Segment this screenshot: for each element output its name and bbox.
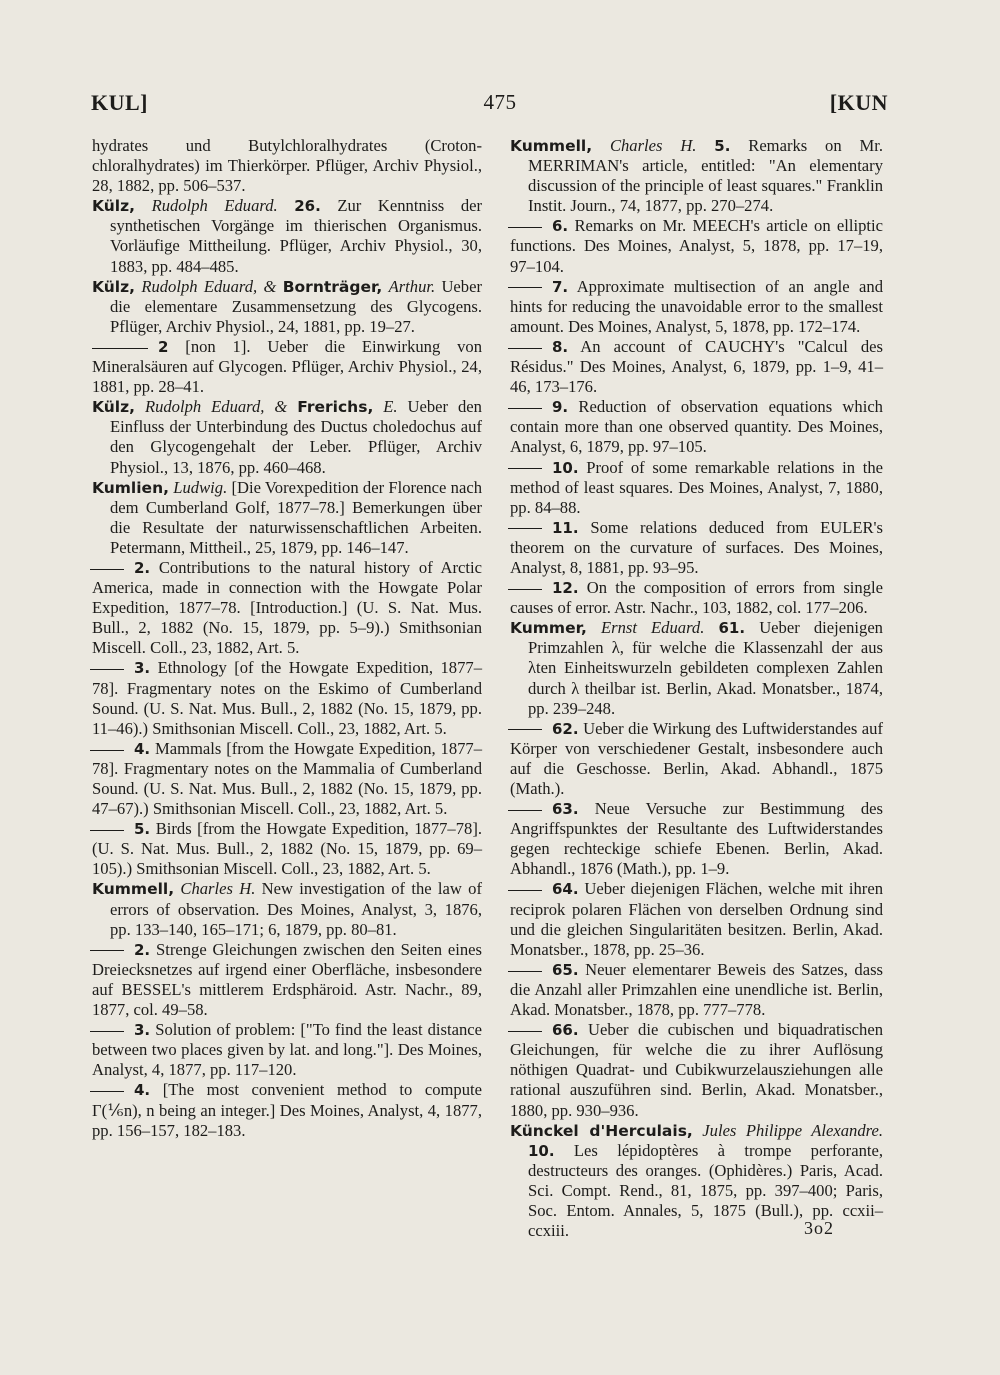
ditto-rule bbox=[508, 227, 542, 228]
ditto-rule bbox=[90, 950, 124, 951]
entry-number: 64. bbox=[552, 880, 579, 899]
ditto-rule bbox=[90, 1091, 124, 1092]
author-name: Külz, bbox=[92, 197, 135, 216]
entry-number-note: [non 1]. bbox=[185, 336, 251, 356]
bibliography-entry bbox=[92, 739, 482, 819]
entry-text: On the composition of errors from single causes of error. Astr. Nachr., 103, 1882, col. 177–206. bbox=[510, 578, 883, 618]
entry-number: 10. bbox=[528, 1141, 555, 1160]
coauthor-name: Bornträger, bbox=[282, 277, 383, 296]
bibliography-entry bbox=[92, 879, 482, 939]
ditto-rule bbox=[92, 348, 148, 349]
bibliography-entry bbox=[92, 1080, 482, 1140]
entry-number: 62. bbox=[552, 719, 579, 738]
author-name: Kumlien, bbox=[92, 478, 169, 497]
bibliography-entry bbox=[510, 1020, 883, 1120]
bibliography-entry bbox=[510, 397, 883, 457]
entry-number: 2. bbox=[134, 558, 151, 577]
page-number: 475 bbox=[483, 90, 517, 114]
ditto-rule bbox=[90, 750, 124, 751]
ditto-rule bbox=[90, 830, 124, 831]
coauthor-forename: Arthur. bbox=[388, 276, 436, 296]
entry-text: Some relations deduced from EULER's theorem on the curvature of surfaces. Des Moines, Analyst, 8, 1881, pp. 93–95. bbox=[510, 517, 883, 577]
entry-text: Zur Kenntniss der synthetischen Vorgänge im thierischen Organismus. Vorläufige Mittheilung. Pflüger, Archiv Physiol., 30, 1883, pp. 484–485. bbox=[110, 196, 483, 276]
entry-text: New investigation of the law of errors of observation. Des Moines, Analyst, 3, 1876, pp. 133–140, 165–171; 6, 1879, pp. 80–81. bbox=[110, 879, 482, 939]
bibliography-entry bbox=[510, 719, 883, 799]
ditto-rule bbox=[508, 468, 542, 469]
ditto-rule bbox=[508, 971, 542, 972]
bibliography-entry bbox=[92, 337, 482, 397]
bibliography-entry bbox=[510, 136, 883, 216]
entry-number: 8. bbox=[552, 337, 569, 356]
author-forename: Rudolph Eduard, bbox=[141, 276, 258, 296]
bibliography-entry bbox=[510, 879, 883, 959]
bibliography-entry bbox=[510, 216, 883, 276]
running-head-right: [KUN bbox=[829, 90, 888, 115]
author-name: Kummell, bbox=[510, 137, 593, 155]
entry-text: [The most convenient method to compute Γ(⅙n), n being an integer.] Des Moines, Analyst, 4, 1877, pp. 156–157, 182–183. bbox=[92, 1080, 482, 1140]
author-forename: Charles H. bbox=[180, 879, 256, 899]
bibliography-entry bbox=[92, 397, 482, 477]
author-name: Külz, bbox=[92, 277, 135, 296]
signature-mark: 3o2 bbox=[804, 1218, 834, 1238]
ditto-rule bbox=[508, 1031, 542, 1032]
bibliography-entry bbox=[92, 478, 482, 558]
ditto-rule bbox=[508, 890, 542, 891]
bibliography-entry bbox=[510, 277, 883, 337]
entry-number: 5. bbox=[134, 820, 151, 839]
ditto-rule bbox=[508, 287, 542, 288]
entry-number: 2 bbox=[158, 337, 169, 356]
entry-text: Ueber die Einwirkung von Mineralsäuren auf Glycogen. Pflüger, Archiv Physiol., 24, 1881, pp. 28–41. bbox=[92, 336, 483, 397]
running-head-left: KUL] bbox=[91, 90, 148, 115]
ditto-rule bbox=[90, 569, 124, 570]
bibliography-entry bbox=[92, 940, 482, 1020]
author-name: Kummell, bbox=[92, 880, 175, 899]
entry-number: 3. bbox=[134, 1021, 151, 1040]
entry-number: 6. bbox=[552, 217, 569, 236]
entry-text: Birds [from the Howgate Expedition, 1877–78]. (U. S. Nat. Mus. Bull., 2, 1882 (No. 15, 1879, pp. 69–105).) Smithsonian Miscell. Coll., 23, 1882, Art. 5. bbox=[92, 819, 483, 879]
entry-text: Mammals [from the Howgate Expedition, 1877–78]. Fragmentary notes on the Mammalia of Cumberland Sound. (U. S. Nat. Mus. Bull., 2, 1882 (No. 15, 1879, pp. 47–67).) Smithsonian Miscell. Coll., 23, 1882, Art. 5. bbox=[92, 738, 483, 819]
ditto-rule bbox=[508, 810, 542, 811]
author-name: Kummer, bbox=[510, 619, 587, 638]
coauthor-name: Frerichs, bbox=[297, 398, 374, 417]
entry-text: Ueber die Wirkung des Luftwiderstandes auf Körper von verschiedener Gestalt, insbesondere auch auf die Geschosse. Berlin, Akad. Abhandl., 1875 (Math.). bbox=[510, 718, 883, 798]
entry-text: Ueber die cubischen und biquadratischen Gleichungen, für welche die zu ihrer Auflösung nöthigen Quadrat- und Cubikwurzelausziehungen alle rational auszuführen sind. Berlin, Akad. Monatsber., 1880, pp. 930–936. bbox=[510, 1020, 883, 1120]
bibliography-entry bbox=[92, 277, 482, 337]
bibliography-entry bbox=[510, 618, 883, 718]
author-forename: Ludwig. bbox=[173, 477, 228, 497]
bibliography-entry bbox=[92, 1020, 482, 1080]
author-name: Künckel d'Herculais, bbox=[510, 1121, 693, 1140]
entry-text: Remarks on Mr. MERRIMAN's article, entitled: "An elementary discussion of the principle of least squares." Franklin Instit. Journ., 74, 1877, pp. 270–274. bbox=[528, 136, 883, 216]
right-column bbox=[510, 136, 883, 1241]
entry-number: 63. bbox=[552, 800, 579, 819]
entry-text: hydrates und Butylchloralhydrates (Croton-chloralhydrates) im Thierkörper. Pflüger, Archiv Physiol., 28, 1882, pp. 506–537. bbox=[92, 136, 482, 196]
entry-number: 4. bbox=[134, 1081, 151, 1100]
entry-text: Remarks on Mr. MEECH's article on elliptic functions. Des Moines, Analyst, 5, 1878, pp. 17–19, 97–104. bbox=[510, 216, 883, 276]
ditto-rule bbox=[508, 408, 542, 409]
entry-number: 11. bbox=[552, 518, 579, 537]
ditto-rule bbox=[508, 348, 542, 349]
entry-number: 65. bbox=[552, 960, 579, 979]
entry-number: 9. bbox=[552, 398, 569, 417]
ditto-rule bbox=[508, 528, 542, 529]
entry-text: Ueber den Einfluss der Unterbindung des Ductus choledochus auf den Glycogengehalt der Leber. Pflüger, Archiv Physiol., 13, 1876, pp. 460–468. bbox=[110, 397, 482, 477]
entry-number: 61. bbox=[718, 619, 746, 638]
entry-text: Neuer elementarer Beweis des Satzes, dass die Anzahl aller Primzahlen eine unendliche ist. Berlin, Akad. Monatsber., 1878, pp. 777–778. bbox=[510, 959, 884, 1020]
bibliography-entry bbox=[510, 799, 883, 879]
bibliography-entry bbox=[92, 819, 482, 879]
entry-number: 7. bbox=[552, 277, 569, 296]
ditto-rule bbox=[90, 669, 124, 670]
bibliography-entry bbox=[92, 658, 482, 738]
author-forename: Charles H. bbox=[609, 136, 697, 155]
author-forename: Rudolph Eduard. bbox=[151, 196, 278, 216]
entry-text: An account of CAUCHY's "Calcul des Résidus." Des Moines, Analyst, 6, 1879, pp. 1–9, 41–46, 173–176. bbox=[510, 336, 884, 397]
bibliography-entry bbox=[510, 337, 883, 397]
bibliography-entry bbox=[92, 196, 482, 276]
entry-text: Ueber diejenigen Primzahlen λ, für welche die Klassenzahl der aus λten Einheitswurzeln gebildeten complexen Zahlen durch λ theilbar ist. Berlin, Akad. Monatsber., 1874, pp. 239–248. bbox=[528, 618, 883, 718]
entry-number: 5. bbox=[714, 137, 731, 155]
entry-number: 10. bbox=[552, 458, 579, 477]
entry-number: 26. bbox=[294, 197, 321, 216]
entry-text: Ueber die elementare Zusammensetzung des Glycogens. Pflüger, Archiv Physiol., 24, 1881, pp. 19–27. bbox=[110, 276, 482, 336]
bibliography-entry bbox=[510, 518, 883, 578]
entry-text: Strenge Gleichungen zwischen den Seiten eines Dreiecksnetzes auf irgend einer Oberfläche, insbesondere auf BESSEL's mittlerem Erdsphäroid. Astr. Nachr., 89, 1877, col. 49–58. bbox=[92, 939, 482, 1020]
left-column bbox=[92, 136, 482, 1141]
bibliography-entry bbox=[92, 136, 482, 196]
entry-number: 66. bbox=[552, 1021, 579, 1040]
entry-number: 12. bbox=[552, 579, 579, 598]
entry-text: Neue Versuche zur Bestimmung des Angriffspunktes der Resultante des Luftwiderstandes gegen rechteckige schiefe Ebenen. Berlin, Akad. Abhandl., 1876 (Math.), pp. 1–9. bbox=[510, 799, 883, 879]
author-name: Külz, bbox=[92, 398, 135, 417]
entry-text: Approximate multisection of an angle and hints for reducing the unavoidable error to the smallest amount. Des Moines, Analyst, 5, 1878, pp. 172–174. bbox=[510, 276, 884, 336]
bibliography-entry bbox=[510, 578, 883, 618]
entry-text: Contributions to the natural history of Arctic America, made in connection with the Howgate Polar Expedition, 1877–78. [Introduction.] (U. S. Nat. Mus. Bull., 2, 1882 (No. 15, 1879, pp. 5–9).) Smithsonian Miscell. Coll., 23, 1882, Art. 5. bbox=[92, 557, 482, 658]
ditto-rule bbox=[90, 1031, 124, 1032]
ampersand: & bbox=[263, 276, 277, 296]
entry-text: Ueber diejenigen Flächen, welche mit ihren reciprok polaren Flächen von derselben Ordnung sind und die gleichen Singularitäten besitzen. Berlin, Akad. Monatsber., 1878, pp. 25–36. bbox=[510, 879, 883, 959]
author-forename: Ernst Eduard. bbox=[600, 618, 705, 638]
entry-number: 2. bbox=[134, 940, 151, 959]
entry-text: Solution of problem: ["To find the least distance between two places given by lat. and long."]. Des Moines, Analyst, 4, 1877, pp. 117–120. bbox=[92, 1020, 482, 1080]
entry-text: Les lépidoptères à trompe perforante, destructeurs des oranges. (Ophidères.) Paris, Acad. Sci. Compt. Rend., 81, 1875, pp. 397–400; Paris, Soc. Entom. Annales, 5, 1875 (Bull.), pp. ccxii–ccxiii. bbox=[528, 1140, 883, 1241]
entry-text: Ethnology [of the Howgate Expedition, 1877–78]. Fragmentary notes on the Eskimo of Cumberland Sound. (U. S. Nat. Mus. Bull., 2, 1882 (No. 15, 1879, pp. 11–46).) Smithsonian Miscell. Coll., 23, 1882, Art. 5. bbox=[92, 658, 482, 738]
coauthor-forename: E. bbox=[383, 397, 398, 417]
ditto-rule bbox=[508, 729, 542, 730]
bibliography-entry bbox=[510, 458, 883, 518]
entry-text: Reduction of observation equations which contain more than one observed quantity. Des Moines, Analyst, 6, 1879, pp. 97–105. bbox=[510, 397, 883, 457]
author-forename: Rudolph Eduard, bbox=[144, 397, 265, 417]
entry-text: [Die Vorexpedition der Florence nach dem Cumberland Golf, 1877–78.] Bemerkungen über die Resultate der naturwissenschaftlichen Arbeiten. Petermann, Mittheil., 25, 1879, pp. 146–147. bbox=[110, 477, 482, 557]
entry-number: 3. bbox=[134, 659, 151, 678]
entry-text: Proof of some remarkable relations in the method of least squares. Des Moines, Analyst, 7, 1880, pp. 84–88. bbox=[510, 457, 883, 517]
bibliography-entry bbox=[92, 558, 482, 658]
bibliography-entry bbox=[510, 960, 883, 1020]
author-forename: Jules Philippe Alexandre. bbox=[702, 1120, 883, 1140]
ditto-rule bbox=[508, 589, 542, 590]
ampersand: & bbox=[274, 397, 288, 417]
entry-number: 4. bbox=[134, 739, 151, 758]
